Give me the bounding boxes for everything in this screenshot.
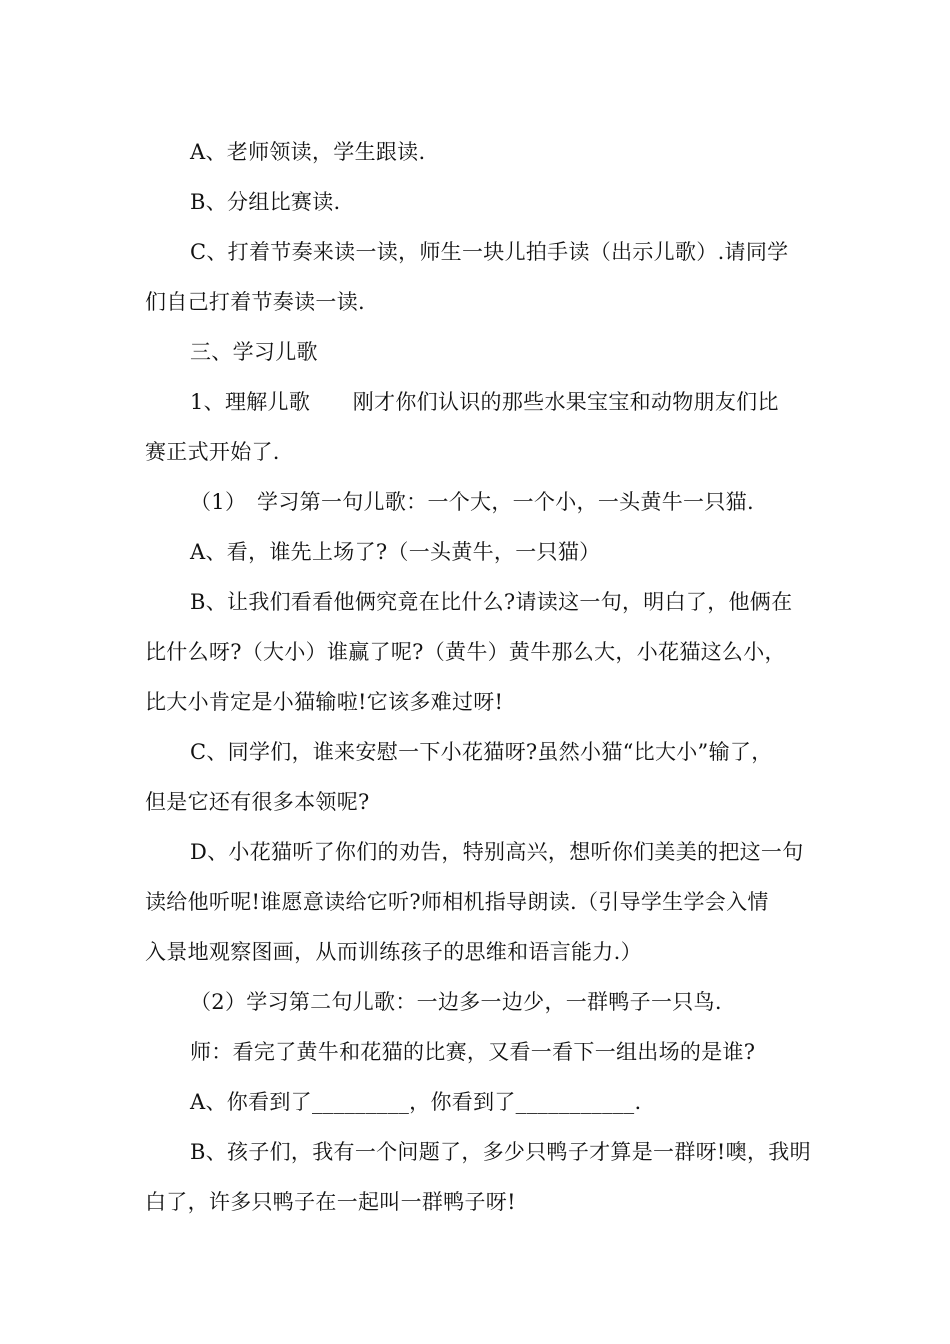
subsection-heading: （1） 学习第一句儿歌：一个大，一个小，一头黄牛一只猫. [190,490,754,514]
paragraph-line: A、看，谁先上场了?（一头黄牛，一只猫） [190,540,601,564]
paragraph-line: 们自己打着节奏读一读. [145,290,365,314]
paragraph-line: 白了，许多只鸭子在一起叫一群鸭子呀! [145,1190,516,1214]
paragraph-line: B、分组比赛读. [190,190,341,214]
paragraph-line: 赛正式开始了. [145,440,280,464]
paragraph-line: 入景地观察图画，从而训练孩子的思维和语言能力.） [145,940,642,964]
paragraph-line: A、老师领读，学生跟读. [190,140,426,164]
paragraph-line: 比什么呀?（大小）谁赢了呢?（黄牛）黄牛那么大，小花猫这么小， [145,640,786,664]
section-heading: 三、学习儿歌 [190,340,318,364]
paragraph-line: C、同学们，谁来安慰一下小花猫呀?虽然小猫“比大小”输了， [190,740,773,764]
paragraph-line: 读给他听呢!谁愿意读给它听?师相机指导朗读.（引导学生学会入情 [145,890,769,914]
paragraph-line: B、让我们看看他俩究竟在比什么?请读这一句，明白了，他俩在 [190,590,793,614]
paragraph-line: A、你看到了_________，你看到了___________. [190,1090,642,1114]
paragraph-line: 比大小肯定是小猫输啦!它该多难过呀! [145,690,504,714]
paragraph-line: D、小花猫听了你们的劝告，特别高兴，想听你们美美的把这一句 [190,840,804,864]
paragraph-line: B、孩子们，我有一个问题了，多少只鸭子才算是一群呀!噢，我明 [190,1140,811,1164]
subsection-heading: （2）学习第二句儿歌：一边多一边少，一群鸭子一只鸟. [190,990,722,1014]
paragraph-line: C、打着节奏来读一读，师生一块儿拍手读（出示儿歌）.请同学 [190,240,789,264]
paragraph-line: 师：看完了黄牛和花猫的比赛，又看一看下一组出场的是谁? [190,1040,756,1064]
paragraph-line: 但是它还有很多本领呢? [145,790,370,814]
paragraph-line: 1、理解儿歌 刚才你们认识的那些水果宝宝和动物朋友们比 [190,390,779,414]
